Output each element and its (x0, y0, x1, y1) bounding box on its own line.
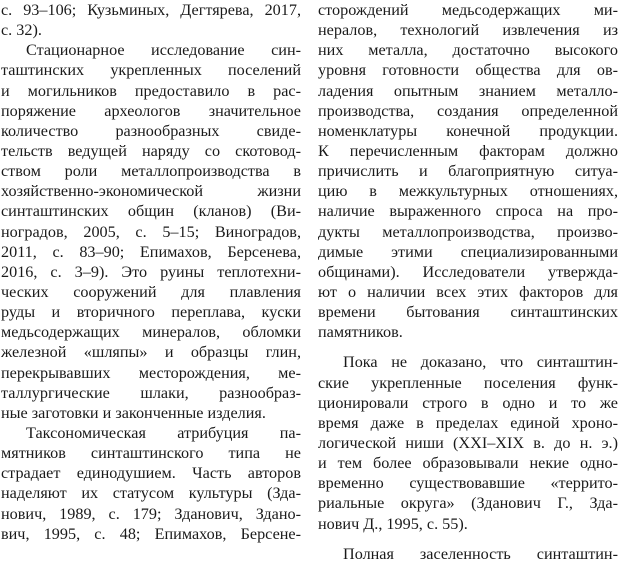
text-line: сторождений медьсодержащих ми- (318, 1, 618, 19)
text-line: ладения опытным знанием металло- (318, 81, 618, 100)
left-text-column (1, 0, 301, 544)
text-line: логической ниши (XXI–XIX в. до н. э.) (318, 433, 618, 452)
text-line: Стационарное исследование син- (26, 41, 301, 60)
text-line: страдает единодушием. Часть авторов (1, 464, 301, 483)
text-line: наделяют их статусом культуры (Зда- (1, 484, 301, 503)
text-line: с. 93–106; Кузьминых, Дегтярева, 2017, (1, 1, 301, 19)
paragraph-gap (318, 534, 618, 544)
text-line: медьсодержащих минералов, обломки (1, 323, 301, 342)
text-line: уровня готовности общества для ов- (318, 61, 618, 80)
text-line: ские укрепленные поселения функ- (318, 373, 618, 392)
text-line: ноградов, 2005, с. 5–15; Виноградов, (1, 222, 301, 241)
text-line: нералов, технологий извлечения из (318, 21, 618, 40)
text-line: количество разнообразных свиде- (1, 121, 301, 140)
text-line: ческих сооружений для плавления (1, 282, 301, 301)
text-line: К перечисленным факторам должно (318, 141, 618, 160)
text-line: железной «шляпы» и образцы глин, (1, 343, 301, 362)
text-line: наличие выраженного спроса на про- (318, 202, 618, 221)
text-line: дукты металлопроизводства, произво- (318, 222, 618, 241)
text-line: с. 32). (1, 21, 42, 40)
text-line: димые этими специализированными (318, 242, 618, 261)
text-line: ционировали строго в одно и то же (318, 393, 618, 412)
text-line: ют о наличии всех этих факторов для (318, 282, 618, 301)
text-line: синташтинских общин (кланов) (Ви- (1, 202, 301, 221)
text-line: таштинских укрепленных поселений (1, 61, 301, 80)
text-line: номенклатуры конечной продукции. (318, 121, 618, 140)
text-line: руды и вторичного переплава, куски (1, 303, 301, 322)
text-line: 2016, с. 3–9). Это руины теплотехни- (1, 262, 301, 281)
text-line: Таксономическая атрибуция па- (26, 423, 301, 442)
text-line: цию в межкультурных отношениях, (318, 182, 618, 201)
text-line: хозяйственно-экономической жизни (1, 182, 301, 201)
text-line: них металла, достаточно высокого (318, 41, 618, 60)
text-line: и тем более образовывали некие одно- (318, 454, 618, 473)
text-line: и могильников предоставило в рас- (1, 81, 301, 100)
text-line: поряжение археологов значительное (1, 101, 301, 120)
text-line: тельств ведущей наряду со скотовод- (1, 141, 301, 160)
text-line: перекрывавших месторождения, ме- (1, 363, 301, 382)
text-line: времени бытования синташтинских (318, 303, 618, 322)
text-line: Пока не доказано, что синташтин- (343, 353, 618, 372)
text-line: Полная заселенность синташтин- (343, 544, 618, 563)
text-line: мятников синташтинского типа не (1, 444, 301, 463)
text-line: 2011, с. 83–90; Епимахов, Берсенева, (1, 242, 301, 261)
text-line: ством роли металлопроизводства в (1, 162, 301, 181)
text-line: вич, 1995, с. 48; Епимахов, Берсене- (1, 524, 301, 543)
text-line: нович Д., 1995, с. 55). (318, 514, 468, 533)
text-line: временно существовавшие «террито- (318, 474, 618, 493)
text-line: риальные округа» (Зданович Г., Зда- (318, 494, 618, 513)
text-line: время даже в пределах единой хроно- (318, 413, 618, 432)
text-line: таллургические шлаки, разнообраз- (1, 383, 301, 402)
paragraph-gap (318, 342, 618, 352)
text-line: памятников. (318, 323, 403, 342)
text-line: причислить и благоприятную ситуа- (318, 162, 618, 181)
text-line: общинами). Исследователи утвержда- (318, 262, 618, 281)
text-line: ные заготовки и законченные изделия. (1, 403, 266, 422)
text-line: нович, 1989, с. 179; Зданович, Зданo- (1, 504, 301, 523)
right-text-column (318, 0, 618, 564)
text-line: производства, создания определенной (318, 101, 618, 120)
